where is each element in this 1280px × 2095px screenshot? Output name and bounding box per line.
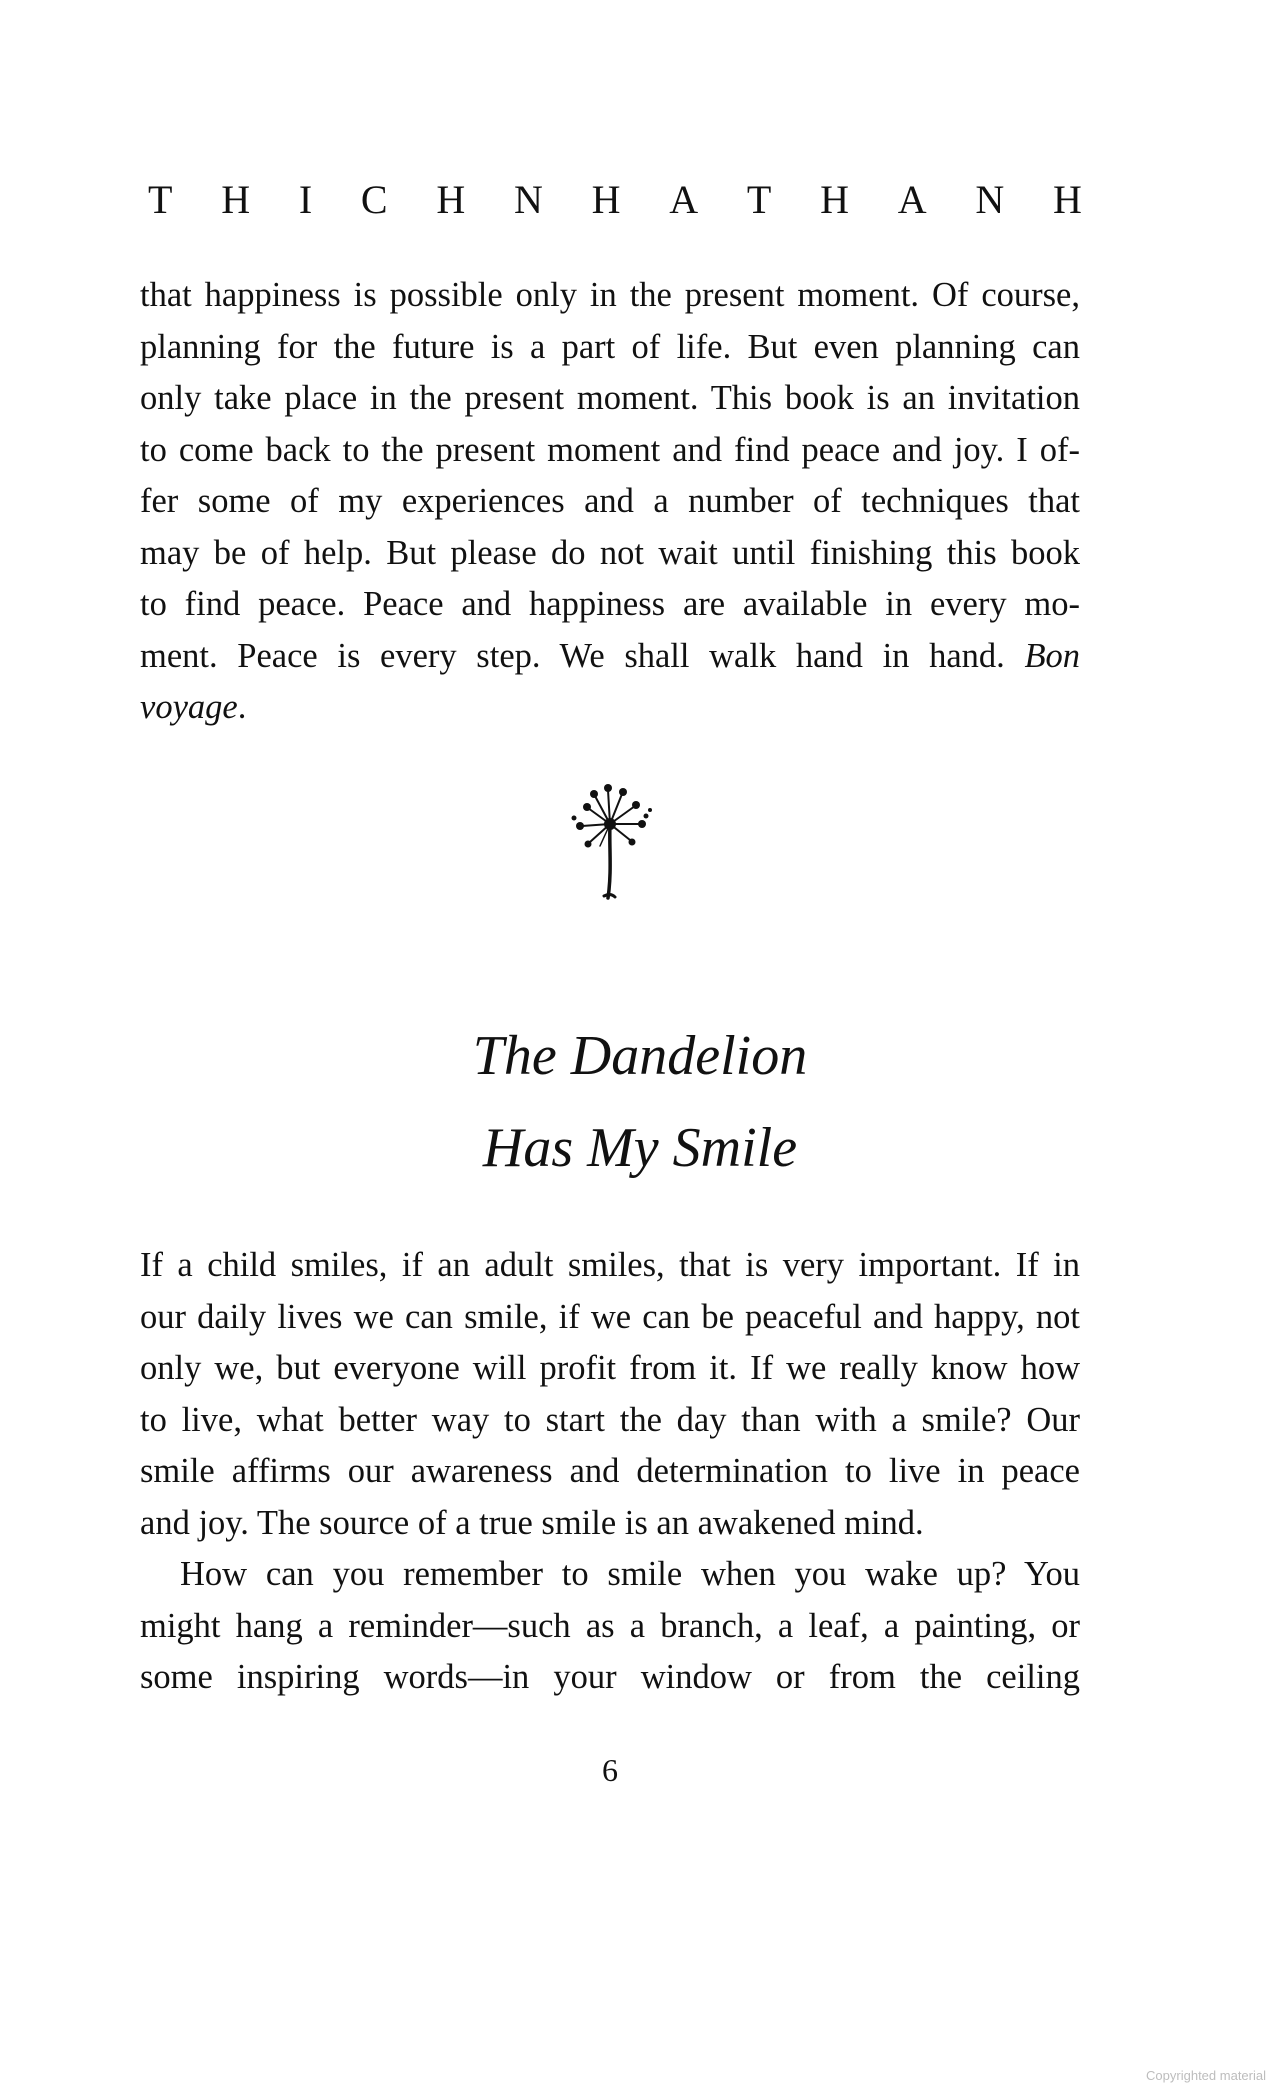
text-line-body: ment. Peace is every step. We shall walk hand in hand. (140, 636, 1005, 675)
text-line: planning for the future is a part of life. But even planning can (140, 327, 1080, 366)
text-line: to live, what better way to start the day than with a smile? Our (140, 1400, 1080, 1439)
chapter-title-line-2: Has My Smile (482, 1117, 798, 1179)
text-line: some inspiring words—in your window or from the ceiling (140, 1658, 1080, 1696)
text-line: might hang a reminder—such as a branch, a leaf, a painting, or (140, 1606, 1080, 1645)
paragraph-1 (140, 1240, 1080, 1549)
text-line: to come back to the present moment and find peace and joy. I of- (140, 430, 1080, 469)
text-line: only we, but everyone will profit from it. If we really know how (140, 1349, 1080, 1387)
running-head-letter: C (360, 177, 388, 222)
text-line: may be of help. But please do not wait until finishing this book (140, 533, 1080, 572)
running-head-author (148, 176, 1082, 224)
running-head-letter: N (975, 177, 1005, 222)
running-head-letter: A (897, 177, 927, 222)
running-head-letter: I (298, 177, 313, 222)
text-line: If a child smiles, if an adult smiles, that is very important. If in (140, 1246, 1080, 1284)
running-head-letter: H (221, 177, 251, 222)
chapter-title (340, 1010, 940, 1194)
text-line-final (140, 682, 1080, 734)
paragraph-2 (140, 1549, 1080, 1704)
running-head-letter: T (148, 177, 173, 222)
running-head-letter: A (669, 177, 699, 222)
paragraph-top (140, 270, 1080, 734)
text-line: that happiness is possible only in the present moment. Of course, (140, 276, 1080, 314)
copyright-watermark: Copyrighted material (1146, 2068, 1266, 2083)
text-line: only take place in the present moment. This book is an invitation (140, 379, 1080, 417)
page-number: 6 (602, 1752, 618, 1788)
running-head-letter: N (513, 177, 543, 222)
italic-word-voyage: voyage (140, 688, 238, 726)
running-head-letter: H (820, 177, 849, 222)
chapter-title-line-1: The Dandelion (472, 1025, 808, 1087)
running-head-letter: H (1053, 177, 1082, 222)
text-line-with-italic (140, 631, 1080, 683)
italic-word-bon: Bon (1024, 636, 1081, 675)
text-line: and joy. The source of a true smile is an awakened mind. (140, 1503, 924, 1542)
text-line: to find peace. Peace and happiness are available in every mo- (140, 585, 1080, 623)
running-head-letter: H (436, 177, 466, 222)
text-line: fer some of my experiences and a number of techniques that (140, 482, 1080, 520)
final-period: . (237, 688, 247, 726)
running-head-letter: H (591, 177, 621, 222)
text-line: our daily lives we can smile, if we can be peaceful and happy, not (140, 1297, 1080, 1336)
dandelion-icon (560, 776, 660, 906)
text-line: How can you remember to smile when you wake up? You (180, 1555, 1080, 1593)
text-line: smile affirms our awareness and determination to live in peace (140, 1452, 1080, 1490)
running-head-letter: T (746, 177, 772, 222)
